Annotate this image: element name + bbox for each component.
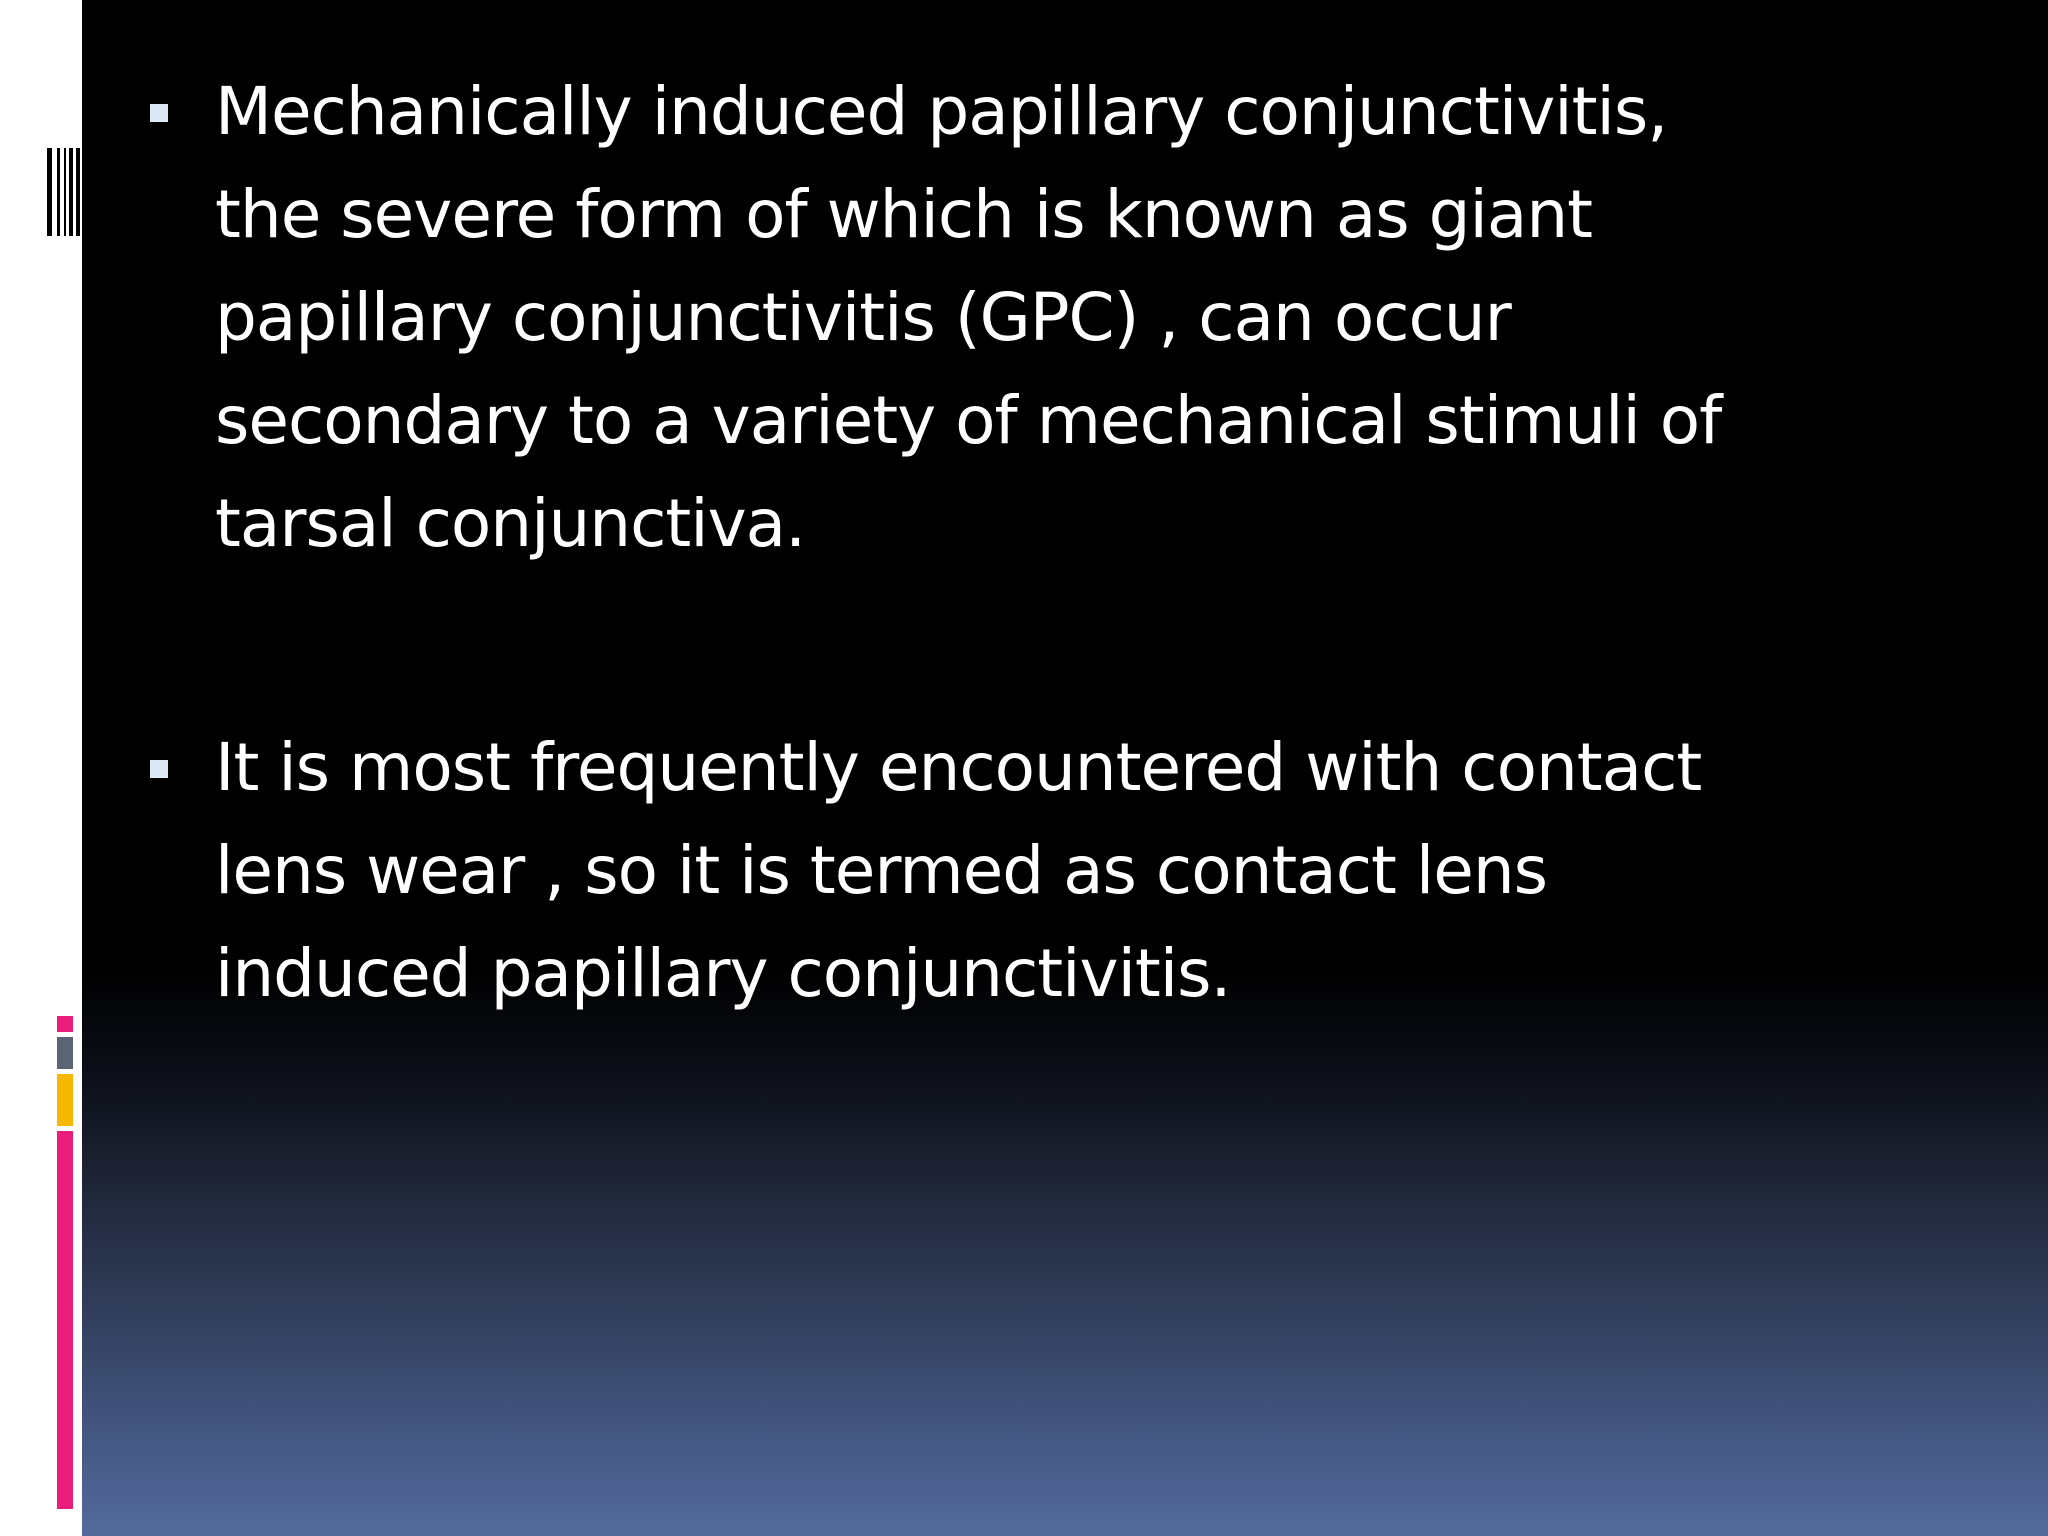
paragraph-line: It is most frequently encountered with contact — [215, 729, 1702, 806]
paragraph-line: tarsal conjunctiva. — [215, 485, 806, 562]
accent-bar-pink-top — [57, 1016, 73, 1032]
accent-bar-yellow — [57, 1074, 73, 1126]
paragraph-line: induced papillary conjunctivitis. — [215, 935, 1231, 1012]
bullet-paragraph-1 — [215, 60, 1915, 575]
paragraph-line: the severe form of which is known as giant — [215, 176, 1593, 253]
left-decorative-strip — [0, 0, 82, 1536]
paragraph-line: Mechanically induced papillary conjunctivitis, — [215, 73, 1668, 150]
paragraph-line: secondary to a variety of mechanical stimuli of — [215, 382, 1722, 459]
accent-bar-gray — [57, 1037, 73, 1069]
vertical-lines-ornament — [47, 148, 80, 236]
bullet-marker-2 — [150, 760, 168, 778]
paragraph-line: lens wear , so it is termed as contact lens — [215, 832, 1548, 909]
accent-bar-pink-long — [57, 1131, 73, 1509]
bullet-marker-1 — [150, 104, 168, 122]
bullet-paragraph-2 — [215, 716, 1915, 1025]
paragraph-line: papillary conjunctivitis (GPC) , can occur — [215, 279, 1511, 356]
